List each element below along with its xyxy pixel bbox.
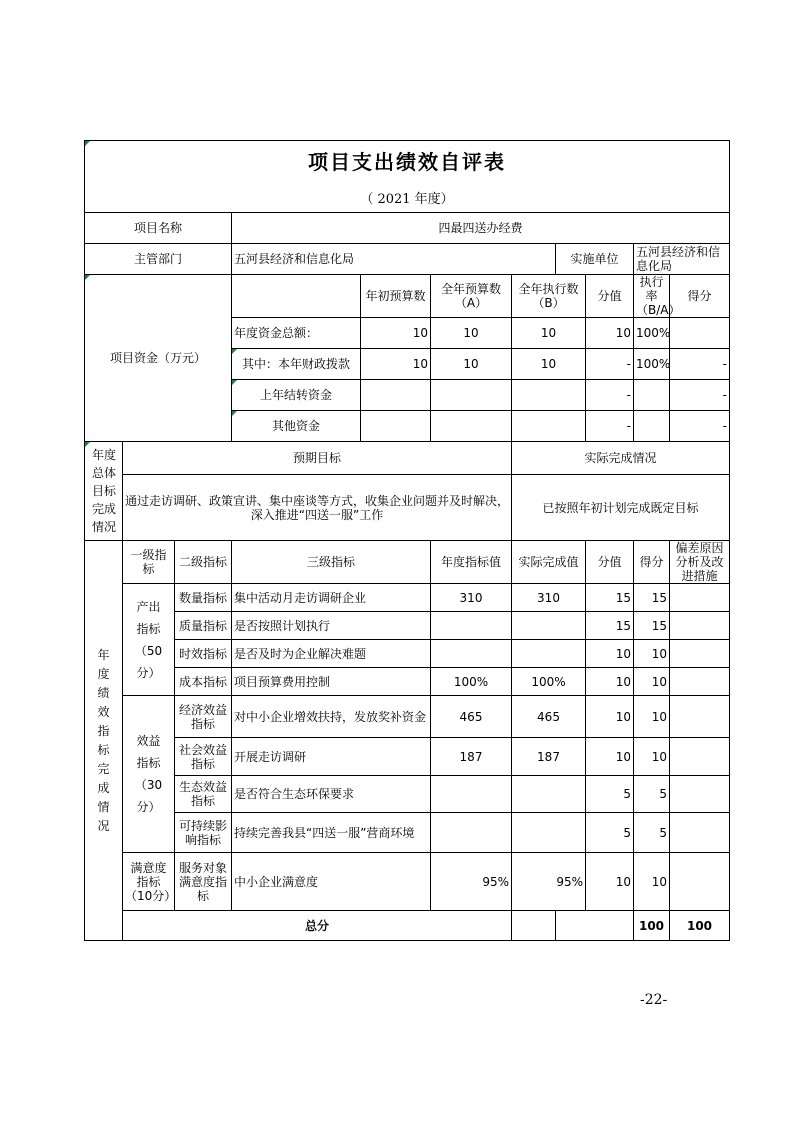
project-name-value: 四最四送办经费 xyxy=(232,213,730,244)
perf-header-actual: 实际完成值 xyxy=(512,541,586,584)
funds-header-score: 得分 xyxy=(670,275,730,318)
perf-row-actual xyxy=(512,612,586,640)
perf-row-actual: 100% xyxy=(512,668,586,696)
perf-row-score-value: 15 xyxy=(586,612,634,640)
funds-header-rate: 执行率（B/A） xyxy=(634,275,670,318)
dept-label: 主管部门 xyxy=(85,244,232,275)
perf-header-level1: 一级指标 xyxy=(123,541,175,584)
perf-group-benefit: 效益指标（30分） xyxy=(123,696,175,853)
perf-group-satisfaction: 满意度指标（10分） xyxy=(123,853,175,911)
perf-row-deviation xyxy=(670,640,730,668)
perf-row-score: 5 xyxy=(634,776,670,813)
perf-row-level2: 经济效益指标 xyxy=(175,696,232,738)
perf-row-score-value: 15 xyxy=(586,584,634,612)
perf-row-level3: 项目预算费用控制 xyxy=(232,668,431,696)
funds-label: 项目资金（万元） xyxy=(85,275,232,442)
impl-value: 五河县经济和信息化局 xyxy=(634,244,730,275)
perf-row-deviation xyxy=(670,696,730,738)
funds-row-executed: 10 xyxy=(512,349,586,380)
perf-row-actual: 310 xyxy=(512,584,586,612)
funds-row-annual xyxy=(431,411,512,442)
perf-row-score: 15 xyxy=(634,584,670,612)
funds-row-score-value: 10 xyxy=(586,318,634,349)
perf-header-level3: 三级指标 xyxy=(232,541,431,584)
perf-row-level2: 数量指标 xyxy=(175,584,232,612)
perf-row-level2: 成本指标 xyxy=(175,668,232,696)
perf-row-score: 10 xyxy=(634,696,670,738)
perf-row-deviation xyxy=(670,853,730,911)
perf-row-level3: 是否按照计划执行 xyxy=(232,612,431,640)
expected-goal-header: 预期目标 xyxy=(123,442,512,475)
funds-row-rate xyxy=(634,380,670,411)
funds-row-annual xyxy=(431,380,512,411)
project-name-label: 项目名称 xyxy=(85,213,232,244)
funds-row-rate: 100% xyxy=(634,318,670,349)
overall-goal-label: 年度总体目标完成情况 xyxy=(85,442,123,541)
perf-row-level3: 开展走访调研 xyxy=(232,738,431,776)
perf-row-deviation xyxy=(670,776,730,813)
perf-row-target: 465 xyxy=(431,696,512,738)
perf-row-level3: 是否及时为企业解决难题 xyxy=(232,640,431,668)
funds-header-score-value: 分值 xyxy=(586,275,634,318)
perf-row-level2: 质量指标 xyxy=(175,612,232,640)
self-evaluation-table xyxy=(84,140,730,941)
perf-header-score-value: 分值 xyxy=(586,541,634,584)
total-score: 100 xyxy=(670,911,730,941)
perf-row-actual xyxy=(512,776,586,813)
funds-header-annual: 全年预算数（A） xyxy=(431,275,512,318)
perf-row-target xyxy=(431,813,512,853)
funds-row-label: 其他资金 xyxy=(232,411,361,442)
actual-status-header: 实际完成情况 xyxy=(512,442,730,475)
perf-row-deviation xyxy=(670,813,730,853)
perf-row-score: 15 xyxy=(634,612,670,640)
perf-row-actual xyxy=(512,640,586,668)
year-line: （ 2021 年度） xyxy=(360,191,454,207)
impl-label: 实施单位 xyxy=(556,244,634,275)
total-actual-blank xyxy=(556,911,634,941)
total-target-blank xyxy=(512,911,556,941)
dept-value: 五河县经济和信息化局 xyxy=(232,244,556,275)
expected-goal-text: 通过走访调研、政策宣讲、集中座谈等方式，收集企业问题并及时解决，深入推进“四送一服”工作 xyxy=(123,475,512,541)
perf-row-target xyxy=(431,640,512,668)
perf-row-score: 10 xyxy=(634,640,670,668)
perf-row-score-value: 10 xyxy=(586,853,634,911)
funds-row-initial: 10 xyxy=(361,318,431,349)
page-number: -22- xyxy=(640,992,668,1008)
perf-row-score: 10 xyxy=(634,738,670,776)
funds-row-rate xyxy=(634,411,670,442)
perf-header-score: 得分 xyxy=(634,541,670,584)
perf-row-score-value: 5 xyxy=(586,776,634,813)
perf-row-deviation xyxy=(670,584,730,612)
perf-row-level2: 时效指标 xyxy=(175,640,232,668)
perf-row-actual: 95% xyxy=(512,853,586,911)
funds-row-label: 其中：本年财政拨款 xyxy=(232,349,361,380)
perf-row-score-value: 10 xyxy=(586,668,634,696)
perf-row-target: 187 xyxy=(431,738,512,776)
perf-row-score-value: 5 xyxy=(586,813,634,853)
perf-row-deviation xyxy=(670,738,730,776)
perf-header-target: 年度指标值 xyxy=(431,541,512,584)
funds-row-executed xyxy=(512,380,586,411)
funds-row-score-value: - xyxy=(586,411,634,442)
perf-row-score: 10 xyxy=(634,668,670,696)
funds-header-blank xyxy=(232,275,361,318)
funds-row-executed: 10 xyxy=(512,318,586,349)
perf-row-level2: 服务对象满意度指标 xyxy=(175,853,232,911)
funds-header-initial: 年初预算数 xyxy=(361,275,431,318)
perf-row-target: 310 xyxy=(431,584,512,612)
total-label: 总分 xyxy=(123,911,512,941)
funds-row-score xyxy=(670,318,730,349)
funds-header-executed: 全年执行数（B） xyxy=(512,275,586,318)
perf-row-actual xyxy=(512,813,586,853)
perf-row-actual: 465 xyxy=(512,696,586,738)
perf-row-level3: 对中小企业增效扶持，发放奖补资金 xyxy=(232,696,431,738)
perf-header-deviation: 偏差原因分析及改进措施 xyxy=(670,541,730,584)
funds-row-executed xyxy=(512,411,586,442)
perf-row-score: 5 xyxy=(634,813,670,853)
table-title: 项目支出绩效自评表 xyxy=(308,150,506,175)
perf-row-target xyxy=(431,776,512,813)
total-score-value: 100 xyxy=(634,911,670,941)
perf-row-deviation xyxy=(670,668,730,696)
perf-row-target xyxy=(431,612,512,640)
perf-row-level2: 社会效益指标 xyxy=(175,738,232,776)
funds-row-label: 年度资金总额： xyxy=(232,318,361,349)
funds-row-annual: 10 xyxy=(431,349,512,380)
perf-row-level3: 集中活动月走访调研企业 xyxy=(232,584,431,612)
funds-row-score: - xyxy=(670,349,730,380)
perf-row-score-value: 10 xyxy=(586,738,634,776)
actual-status-text: 已按照年初计划完成既定目标 xyxy=(512,475,730,541)
perf-row-score: 10 xyxy=(634,853,670,911)
funds-row-score-value: - xyxy=(586,380,634,411)
perf-row-score-value: 10 xyxy=(586,696,634,738)
funds-row-score: - xyxy=(670,411,730,442)
funds-row-score-value: - xyxy=(586,349,634,380)
perf-row-actual: 187 xyxy=(512,738,586,776)
funds-row-annual: 10 xyxy=(431,318,512,349)
year-cell xyxy=(85,187,730,213)
perf-row-deviation xyxy=(670,612,730,640)
perf-row-level2: 可持续影响指标 xyxy=(175,813,232,853)
funds-row-label: 上年结转资金 xyxy=(232,380,361,411)
perf-group-output: 产出指标（50分） xyxy=(123,584,175,696)
perf-row-target: 100% xyxy=(431,668,512,696)
perf-header-level2: 二级指标 xyxy=(175,541,232,584)
funds-row-initial: 10 xyxy=(361,349,431,380)
funds-row-initial xyxy=(361,411,431,442)
perf-row-level2: 生态效益指标 xyxy=(175,776,232,813)
funds-row-initial xyxy=(361,380,431,411)
funds-row-rate: 100% xyxy=(634,349,670,380)
perf-row-level3: 是否符合生态环保要求 xyxy=(232,776,431,813)
perf-row-level3: 持续完善我县“四送一服”营商环境 xyxy=(232,813,431,853)
perf-row-level3: 中小企业满意度 xyxy=(232,853,431,911)
perf-label: 年度绩效指标完成情况 xyxy=(85,541,123,941)
perf-row-score-value: 10 xyxy=(586,640,634,668)
perf-row-target: 95% xyxy=(431,853,512,911)
table-title-cell xyxy=(85,141,730,187)
funds-row-score: - xyxy=(670,380,730,411)
